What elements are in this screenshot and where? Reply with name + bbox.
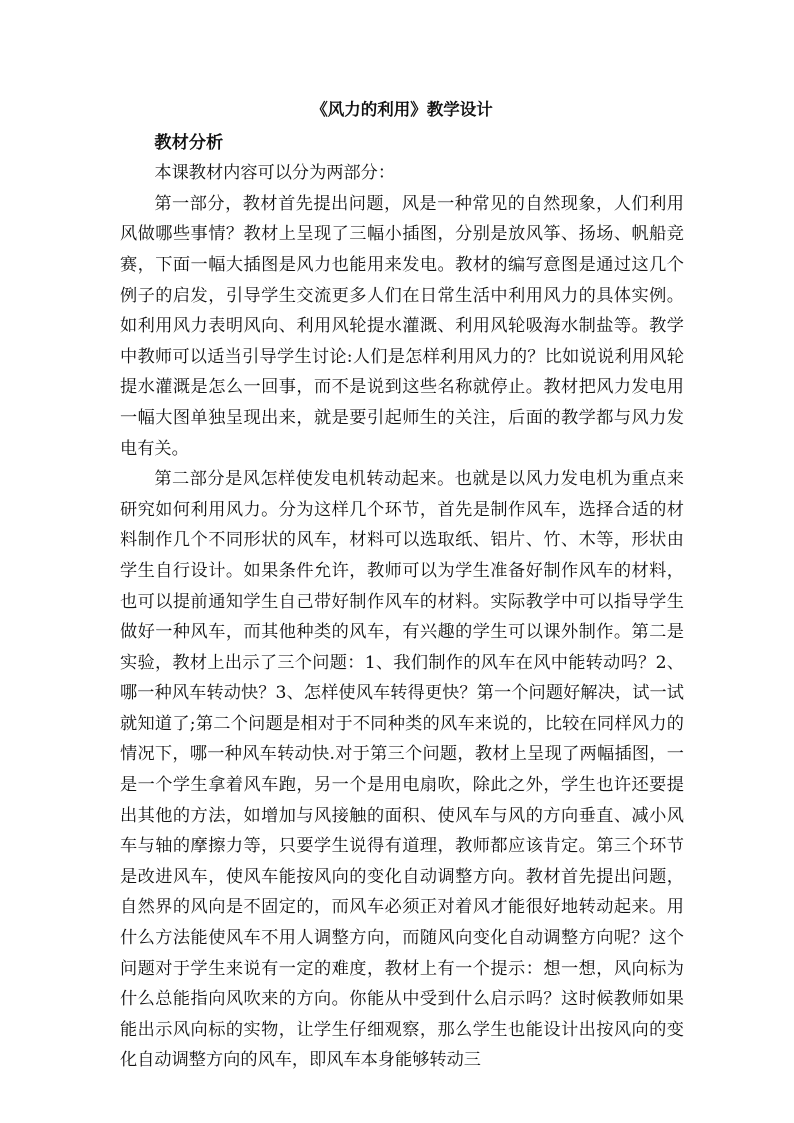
document-page [120, 95, 684, 1076]
document-title: 《风力的利用》教学设计 [311, 100, 493, 119]
section-heading: 教材分析 [154, 132, 224, 153]
paragraph-intro: 本课教材内容可以分为两部分： [154, 163, 396, 184]
paragraph-part-one: 第一部分，教材首先提出问题，风是一种常见的自然现象，人们利用风做哪些事情？教材上呈现了三幅小插图，分别是放风筝、扬场、帆船竞赛，下面一幅大插图是风力也能用来发电。教材的编写意图是通过这几个例子的启发，引导学生交流更多人们在日常生活中利用风力的具体实例。如利用风力表明风向、利用风轮提水灌溉、利用风轮吸海水制盐等。教学中教师可以适当引导学生讨论:人们是怎样利用风力的？比如说说利用风轮提水灌溉是怎么一回事，而不是说到这些名称就停止。教材把风力发电用一幅大图单独呈现出来，就是要引起师生的关注，后面的教学都与风力发电有关。 [120, 193, 684, 459]
paragraph-part-two: 第二部分是风怎样使发电机转动起来。也就是以风力发电机为重点来研究如何利用风力。分为这样几个环节，首先是制作风车，选择合适的材料制作几个不同形状的风车，材料可以选取纸、铝片、竹、木等，形状由学生自行设计。如果条件允许，教师可以为学生准备好制作风车的材料，也可以提前通知学生自己带好制作风车的材料。实际教学中可以指导学生做好一种风车，而其他种类的风车，有兴趣的学生可以课外制作。第二是实验，教材上出示了三个问题：1、我们制作的风车在风中能转动吗？2、哪一种风车转动快？3、怎样使风车转得更快？第一个问题好解决，试一试就知道了;第二个问题是相对于不同种类的风车来说的，比较在同样风力的情况下，哪一种风车转动快.对于第三个问题，教材上呈现了两幅插图，一是一个学生拿着风车跑，另一个是用电扇吹，除此之外，学生也许还要提出其他的方法，如增加与风接触的面积、使风车与风的方向垂直、减小风车与轴的摩擦力等，只要学生说得有道理，教师都应该肯定。第三个环节是改进风车，使风车能按风向的变化自动调整方向。教材首先提出问题，自然界的风向是不固定的，而风车必须正对着风才能很好地转动起来。用什么方法能使风车不用人调整方向，而随风向变化自动调整方向呢？这个问题对于学生来说有一定的难度，教材上有一个提示：想一想，风向标为什么总能指向风吹来的方向。你能从中受到什么启示吗？这时候教师如果能出示风向标的实物，让学生仔细观察，那么学生也能设计出按风向的变化自动调整方向的风车，即风车本身能够转动三 [120, 469, 684, 1071]
